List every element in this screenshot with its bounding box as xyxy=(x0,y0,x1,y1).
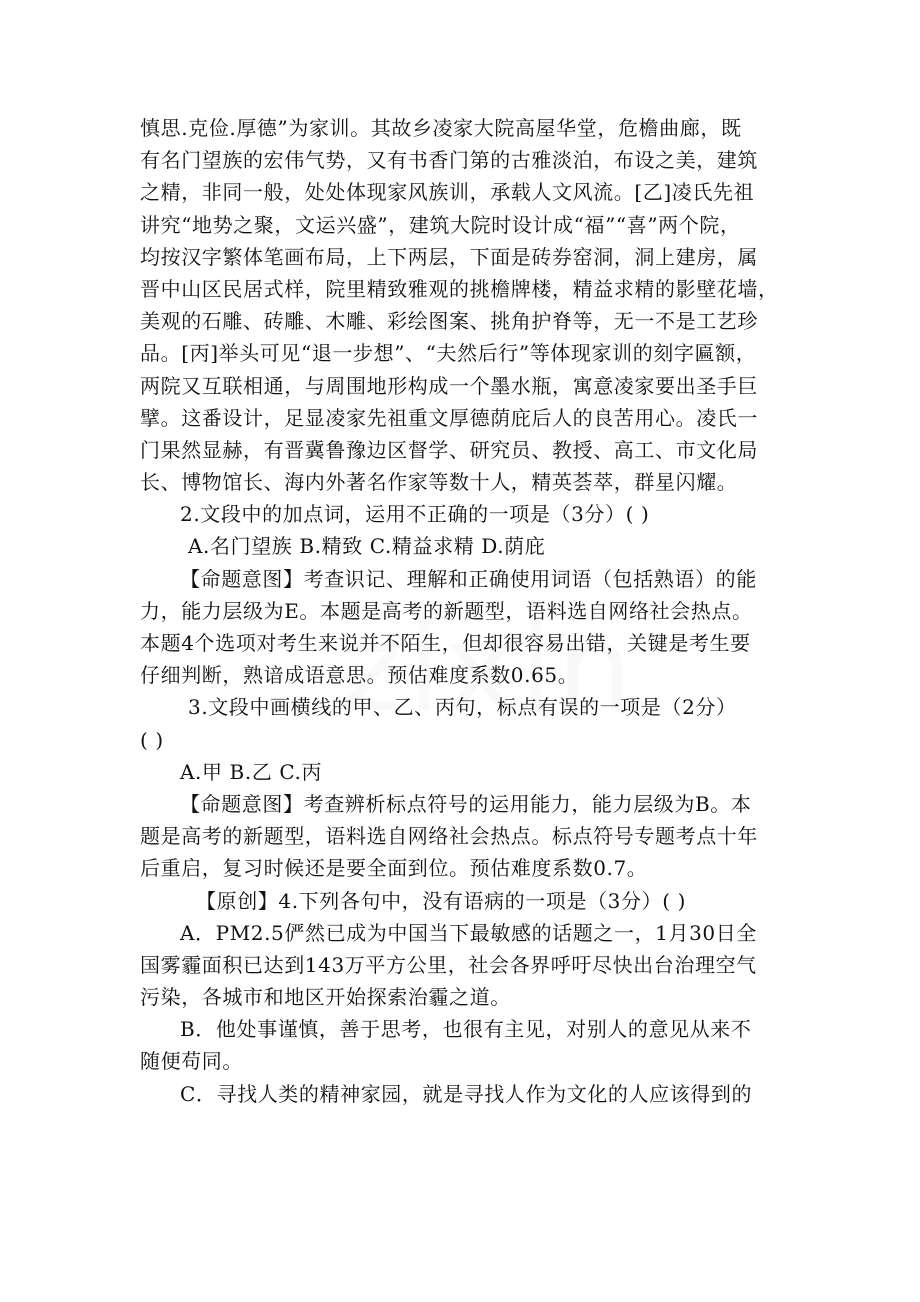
paragraph-line: 均按汉字繁体笔画布局，上下两层，下面是砖券窑洞，洞上建房，属 xyxy=(140,244,758,269)
intent-3-line: 【命题意图】考查辨析标点符号的运用能力，能力层级为B。本 xyxy=(180,791,752,816)
option-a-line: 国雾霾面积已达到143万平方公里，社会各界呼吁尽快出台治理空气 xyxy=(140,952,757,977)
question-3-options: A.甲 B.乙 C.丙 xyxy=(180,759,323,784)
paragraph-line: 门果然显赫，有晋冀鲁豫边区督学、研究员、教授、高工、市文化局 xyxy=(140,437,758,462)
paragraph-line: 讲究“地势之聚，文运兴盛”，建筑大院时设计成“福”“喜”两个院， xyxy=(140,212,741,237)
intent-2-line: 【命题意图】考查识记、理解和正确使用词语（包括熟语）的能 xyxy=(180,566,757,591)
intent-3-line: 后重启，复习时候还是要全面到位。预估难度系数0.7。 xyxy=(140,856,648,881)
intent-2-line: 本题4个选项对考生来说并不陌生，但却很容易出错，关键是考生要 xyxy=(140,631,751,655)
option-c-line: C．寻找人类的精神家园，就是寻找人作为文化的人应该得到的 xyxy=(180,1081,753,1106)
question-2: 2.文段中的加点词，运用不正确的一项是（3分）( ) xyxy=(180,502,650,527)
paragraph-line: 慎思.克俭.厚德”为家训。其故乡凌家大院高屋华堂，危檐曲廊，既 xyxy=(140,116,742,140)
paragraph-line: 美观的石雕、砖雕、木雕、彩绘图案、挑角护脊等，无一不是工艺珍 xyxy=(140,309,758,334)
question-3-bracket: ( ) xyxy=(140,727,164,752)
intent-2-line: 仔细判断，熟谙成语意思。预估难度系数0.65。 xyxy=(140,663,579,688)
option-b-line: B．他处事谨慎，善于思考，也很有主见，对别人的意见从来不 xyxy=(180,1017,752,1042)
option-b-line: 随便苟同。 xyxy=(140,1049,243,1074)
paragraph-line: 擘。这番设计，足显凌家先祖重文厚德荫庇后人的良苦用心。凌氏一 xyxy=(140,405,758,430)
paragraph-line: 品。[丙]举头可见“退一步想”、“夫然后行”等体现家训的刻字匾额， xyxy=(140,341,757,366)
document-body xyxy=(140,112,782,1110)
question-2-options: A.名门望族 B.精致 C.精益求精 D.荫庇 xyxy=(188,534,546,559)
paragraph-line: 晋中山区民居式样，院里精致雅观的挑檐牌楼，精益求精的影壁花墙， xyxy=(140,276,779,301)
paragraph-line: 有名门望族的宏伟气势，又有书香门第的古雅淡泊，布设之美，建筑 xyxy=(140,148,758,173)
intent-3-line: 题是高考的新题型，语料选自网络社会热点。标点符号专题考点十年 xyxy=(140,824,758,849)
paragraph-line: 长、博物馆长、海内外著名作家等数十人，精英荟萃，群星闪耀。 xyxy=(140,470,738,495)
option-a-line: A．PM2.5俨然已成为中国当下最敏感的话题之一，1月30日全 xyxy=(180,920,757,945)
option-a-line: 污染，各城市和地区开始探索治霾之道。 xyxy=(140,985,511,1010)
paragraph-line: 两院又互联相通，与周围地形构成一个墨水瓶，寓意凌家要出圣手巨 xyxy=(140,373,758,398)
intent-2-line: 力，能力层级为E。本题是高考的新题型，语料选自网络社会热点。 xyxy=(140,598,753,623)
question-3: 3.文段中画横线的甲、乙、丙句，标点有误的一项是（2分） xyxy=(188,695,737,720)
paragraph-line: 之精，非同一般，处处体现家风族训，承载人文风流。[乙]凌氏先祖 xyxy=(140,180,755,205)
question-4: 【原创】4.下列各句中，没有语病的一项是（3分）( ) xyxy=(196,888,686,913)
